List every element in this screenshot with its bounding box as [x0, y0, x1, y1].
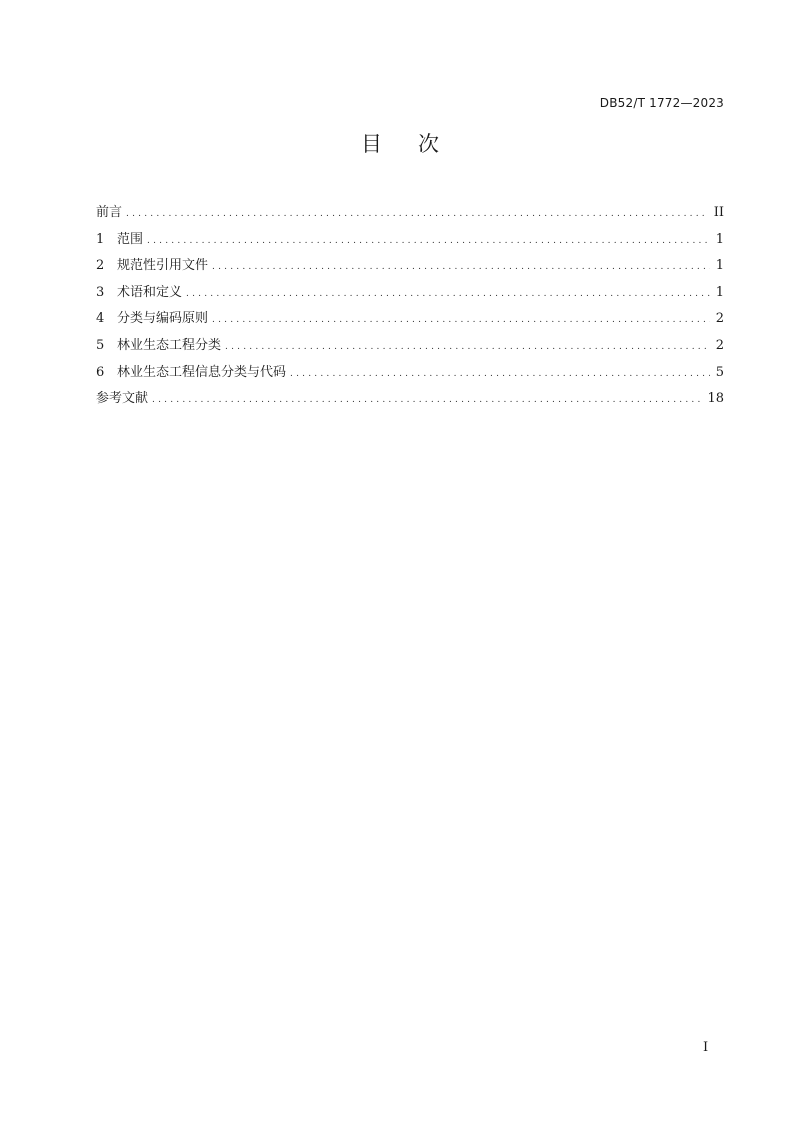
toc-dot-leader — [212, 254, 710, 281]
toc-entry-foreword[interactable] — [96, 200, 724, 227]
toc-entry-label: 参考文献 — [96, 391, 149, 407]
toc-dot-leader — [290, 361, 710, 388]
toc-entry-information-codes[interactable] — [96, 360, 724, 387]
page-title — [0, 128, 800, 158]
toc-entry-page: II — [713, 205, 724, 220]
toc-entry-normative-references[interactable] — [96, 253, 724, 280]
toc-entry-label: 分类与编码原则 — [117, 311, 209, 327]
toc-dot-leader — [152, 387, 701, 414]
title-char-2: 次 — [418, 132, 439, 156]
toc-entry-label: 林业生态工程信息分类与代码 — [117, 364, 287, 380]
toc-entry-classification-principles[interactable] — [96, 306, 724, 333]
toc-entry-label: 前言 — [96, 205, 123, 220]
toc-entry-number: 1 — [96, 231, 105, 247]
toc-entry-label: 林业生态工程分类 — [117, 337, 222, 353]
toc-entry-number: 2 — [96, 258, 105, 274]
toc-entry-page: 2 — [715, 311, 724, 327]
toc-entry-page: 1 — [715, 258, 724, 274]
toc-entry-terms-definitions[interactable] — [96, 280, 724, 307]
toc-entry-scope[interactable] — [96, 227, 724, 254]
toc-entry-label: 术语和定义 — [117, 284, 183, 300]
document-code: DB52/T 1772—2023 — [599, 96, 724, 110]
toc-entry-page: 18 — [707, 391, 724, 407]
toc-dot-leader — [147, 228, 710, 255]
toc-dot-leader — [126, 201, 708, 228]
toc-entry-number: 3 — [96, 284, 105, 300]
toc-entry-number: 4 — [96, 311, 105, 327]
toc-entry-label: 规范性引用文件 — [117, 258, 209, 274]
toc-dot-leader — [186, 281, 710, 308]
page-number: I — [703, 1040, 709, 1055]
toc-entry-page: 1 — [715, 284, 724, 300]
title-char-1: 目 — [361, 132, 382, 156]
toc-entry-number: 5 — [96, 337, 105, 353]
toc-entry-engineering-classification[interactable] — [96, 333, 724, 360]
toc-entry-label: 范围 — [117, 231, 144, 247]
toc-entry-page: 5 — [715, 364, 724, 380]
toc-entry-page: 1 — [715, 231, 724, 247]
table-of-contents — [96, 200, 724, 413]
toc-dot-leader — [212, 307, 710, 334]
toc-entry-bibliography[interactable] — [96, 386, 724, 413]
toc-dot-leader — [225, 334, 710, 361]
toc-entry-number: 6 — [96, 364, 105, 380]
toc-entry-page: 2 — [715, 337, 724, 353]
